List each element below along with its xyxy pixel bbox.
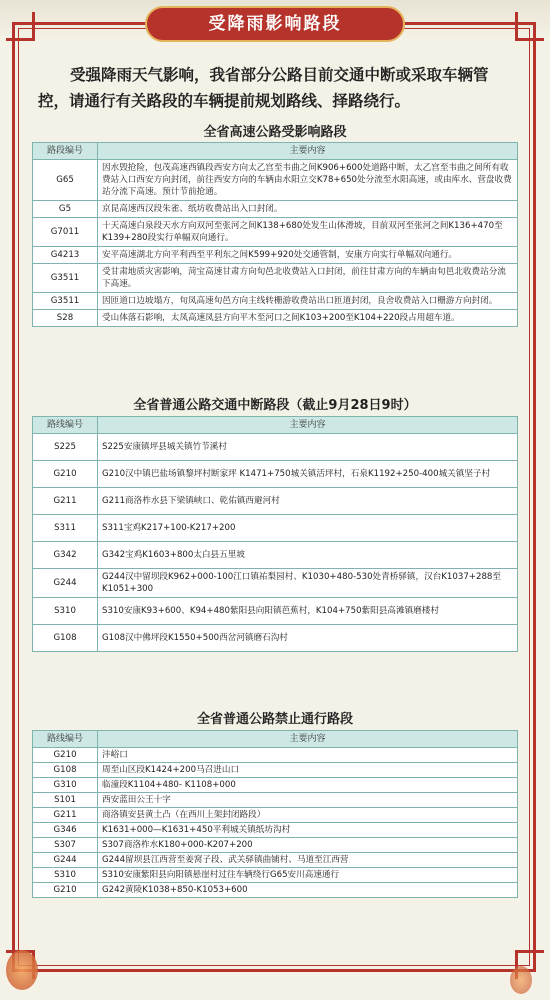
route-code: G3511 bbox=[33, 293, 98, 310]
column-header-code: 路线编号 bbox=[33, 417, 98, 434]
route-code: G211 bbox=[33, 808, 98, 823]
route-content: 周至山区段K1424+200马召进山口 bbox=[98, 763, 518, 778]
table-row bbox=[33, 160, 518, 201]
table-row bbox=[33, 201, 518, 218]
route-content: S307商洛柞水K180+000-K207+200 bbox=[98, 838, 518, 853]
route-code: G7011 bbox=[33, 218, 98, 247]
column-header-code: 路线编号 bbox=[33, 731, 98, 748]
route-content: G210汉中镇巴盐场镇黎坪村断家坪 K1471+750城关镇活坪村，石泉K1192+250-400城关镇坚子村 bbox=[98, 461, 518, 488]
intro-paragraph: 受强降雨天气影响，我省部分公路目前交通中断或采取车辆管控，请通行有关路段的车辆提前规划路线、择路绕行。 bbox=[38, 66, 489, 110]
route-content: S310安康K93+600、K94+480紫阳县向阳镇芭蕉村，K104+750紫阳县高滩镇磨楼村 bbox=[98, 598, 518, 625]
route-code: S310 bbox=[33, 868, 98, 883]
interrupted-roads-table-body bbox=[33, 434, 518, 652]
route-content: G242黄陵K1038+850-K1053+600 bbox=[98, 883, 518, 898]
route-content: G244留坝县江西营至姜窝子段、武关驿镇曲铺村、马道至江西营 bbox=[98, 853, 518, 868]
interrupted-roads-table bbox=[32, 416, 518, 652]
table-row bbox=[33, 808, 518, 823]
column-header-content: 主要内容 bbox=[98, 143, 518, 160]
table-row bbox=[33, 293, 518, 310]
route-code: S307 bbox=[33, 838, 98, 853]
route-code: G65 bbox=[33, 160, 98, 201]
route-content: S310安康紫阳县向阳镇悬崖村过往车辆绕行G65安川高速通行 bbox=[98, 868, 518, 883]
route-code: S28 bbox=[33, 310, 98, 327]
route-content: 安平高速湖北方向平利西至平利东之间K599+920处交通管制，安康方向实行单幅双向通行。 bbox=[98, 247, 518, 264]
route-content: 因匝道口边坡塌方，旬凤高速旬邑方向主线转栅游收费站出口匝道封闭，良舍收费站入口栅游方向封闭。 bbox=[98, 293, 518, 310]
table-row bbox=[33, 515, 518, 542]
table-row bbox=[33, 748, 518, 763]
table-row bbox=[33, 823, 518, 838]
route-code: G210 bbox=[33, 883, 98, 898]
column-header-code: 路段编号 bbox=[33, 143, 98, 160]
closed-roads-table bbox=[32, 730, 518, 898]
table-row bbox=[33, 434, 518, 461]
route-content: K1631+000—K1631+450平利城关镇纸坊沟村 bbox=[98, 823, 518, 838]
table-row bbox=[33, 598, 518, 625]
route-content: G342宝鸡K1603+800太白县五里坡 bbox=[98, 542, 518, 569]
route-code: G108 bbox=[33, 625, 98, 652]
table-row bbox=[33, 838, 518, 853]
route-content: 西安蓝田公王十字 bbox=[98, 793, 518, 808]
route-content: G244汉中留坝段K962+000-100江口镇祐梨园村、K1030+480-530处青桥驿镇，汉台K1037+288至K1051+300 bbox=[98, 569, 518, 598]
expressway-table-body bbox=[33, 160, 518, 327]
route-code: G310 bbox=[33, 778, 98, 793]
section-title-closed: 全省普通公路禁止通行路段 bbox=[196, 712, 353, 727]
route-code: S310 bbox=[33, 598, 98, 625]
table-row bbox=[33, 853, 518, 868]
route-content: 十天高速白泉段天水方向双河至张河之间K138+680处发生山体滑坡，目前双河至张河之间K136+470至K139+280段实行单幅双向通行。 bbox=[98, 218, 518, 247]
expressway-table bbox=[32, 142, 518, 327]
closed-roads-table-body bbox=[33, 748, 518, 898]
route-code: S225 bbox=[33, 434, 98, 461]
corner-ornament-top-right bbox=[515, 12, 544, 41]
table-row bbox=[33, 488, 518, 515]
route-code: G210 bbox=[33, 461, 98, 488]
route-code: G210 bbox=[33, 748, 98, 763]
route-code: G5 bbox=[33, 201, 98, 218]
section-title-expressway: 全省高速公路受影响路段 bbox=[203, 125, 347, 140]
lantern-decoration bbox=[510, 966, 532, 994]
table-row bbox=[33, 218, 518, 247]
table-row bbox=[33, 247, 518, 264]
route-content: S311宝鸡K217+100-K217+200 bbox=[98, 515, 518, 542]
route-content: 受甘肃地质灾害影响，菏宝高速甘肃方向旬邑北收费站入口封闭，前往甘肃方向的车辆由旬邑北收费站分流下高速。 bbox=[98, 264, 518, 293]
route-code: G4213 bbox=[33, 247, 98, 264]
table-row bbox=[33, 264, 518, 293]
table-row bbox=[33, 625, 518, 652]
route-content: 受山体落石影响，太凤高速凤县方向平木至河口之间K103+200至K104+220段占用超车道。 bbox=[98, 310, 518, 327]
table-row bbox=[33, 778, 518, 793]
route-code: G3511 bbox=[33, 264, 98, 293]
table-row bbox=[33, 793, 518, 808]
route-code: G108 bbox=[33, 763, 98, 778]
lantern-decoration bbox=[6, 950, 38, 990]
route-content: 商洛镇安县黄土凸（在西川上架封闭路段） bbox=[98, 808, 518, 823]
route-content: G211商洛柞水县下梁镇峡口、乾佑镇西避河村 bbox=[98, 488, 518, 515]
table-row bbox=[33, 569, 518, 598]
column-header-content: 主要内容 bbox=[98, 417, 518, 434]
route-content: 因水毁抢险，包茂高速西镇段西安方向太乙宫至韦曲之间K906+600处道路中断，太乙宫至韦曲之间所有收费站入口西安方向封闭，前往西安方向的车辆由水阳立交K78+650处分流至水阳高速，或由库水、营盘收费站分流下高速。预计节前抢通。 bbox=[98, 160, 518, 201]
route-code: G342 bbox=[33, 542, 98, 569]
section-title-interrupted: 全省普通公路交通中断路段（截止9月28日9时） bbox=[133, 398, 417, 413]
corner-ornament-top-left bbox=[6, 12, 35, 41]
table-row bbox=[33, 461, 518, 488]
route-code: G211 bbox=[33, 488, 98, 515]
route-content: 沣峪口 bbox=[98, 748, 518, 763]
page-title: 受降雨影响路段 bbox=[145, 6, 405, 42]
route-content: 京昆高速西汉段朱雀、纸坊收费站出入口封闭。 bbox=[98, 201, 518, 218]
table-row bbox=[33, 310, 518, 327]
route-code: S101 bbox=[33, 793, 98, 808]
route-content: G108汉中佛坪段K1550+500西岔河镇磨石沟村 bbox=[98, 625, 518, 652]
route-content: 临潼段K1104+480- K1108+000 bbox=[98, 778, 518, 793]
route-code: G346 bbox=[33, 823, 98, 838]
route-code: G244 bbox=[33, 853, 98, 868]
table-row bbox=[33, 868, 518, 883]
route-code: S311 bbox=[33, 515, 98, 542]
table-row bbox=[33, 542, 518, 569]
table-row bbox=[33, 763, 518, 778]
route-content: S225安康镇坪县城关镇竹节溪村 bbox=[98, 434, 518, 461]
column-header-content: 主要内容 bbox=[98, 731, 518, 748]
route-code: G244 bbox=[33, 569, 98, 598]
table-row bbox=[33, 883, 518, 898]
